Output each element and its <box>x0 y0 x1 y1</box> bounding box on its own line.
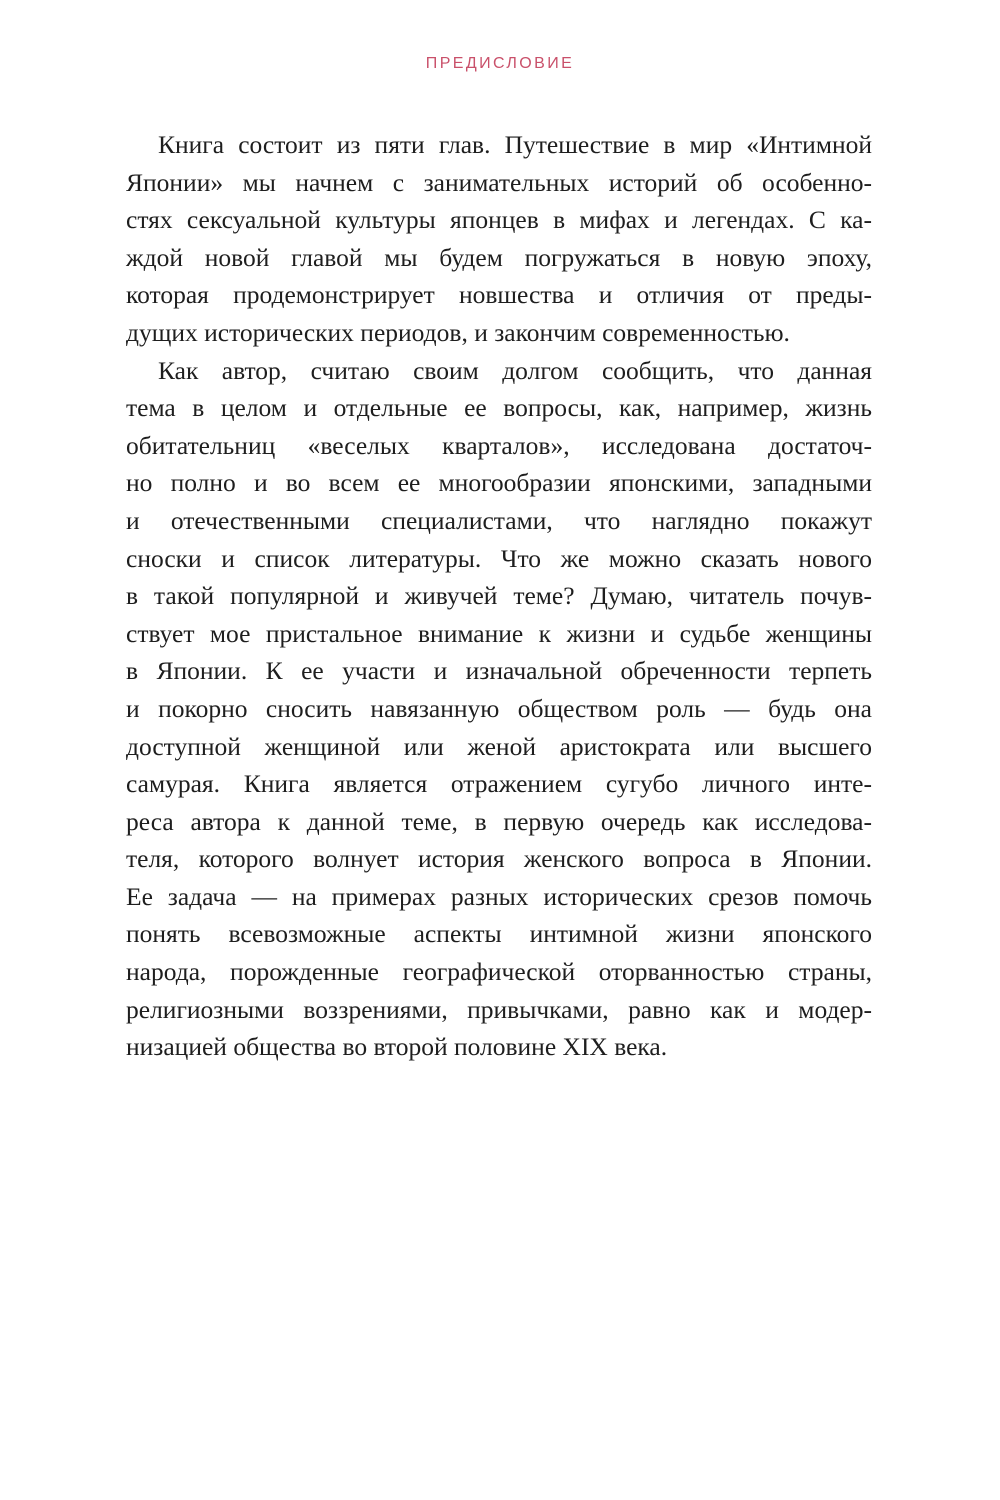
text-line: народа, порожденные географической оторванностью страны, <box>126 957 872 987</box>
text-line: понять всевозможные аспекты интимной жизни японского <box>126 919 872 949</box>
text-line: Книга состоит из пяти глав. Путешествие в мир «Интимной <box>158 130 872 159</box>
text-line: религиозными воззрениями, привычками, равно как и модер- <box>126 994 872 1024</box>
text-line: реса автора к данной теме, в первую очередь как исследова- <box>126 806 872 836</box>
text-line: ждой новой главой мы будем погружаться в новую эпоху, <box>126 242 872 272</box>
text-line: и отечественными специалистами, что наглядно покажут <box>126 505 872 535</box>
text-line: обитательниц «веселых кварталов», исследована достаточ- <box>126 430 872 460</box>
text-line: которая продемонстрирует новшества и отличия от преды- <box>126 280 872 310</box>
text-line: самурая. Книга является отражением сугубо личного инте- <box>126 769 872 799</box>
paragraph-1 <box>126 126 872 352</box>
text-line: но полно и во всем ее многообразии японскими, западными <box>126 468 872 498</box>
text-line: и покорно сносить навязанную обществом роль — будь она <box>126 693 872 723</box>
text-line: Ее задача — на примерах разных исторических срезов помочь <box>126 881 872 911</box>
text-line: в Японии. К ее участи и изначальной обреченности терпеть <box>126 656 872 686</box>
text-line: доступной женщиной или женой аристократа или высшего <box>126 731 872 761</box>
text-line: дущих исторических периодов, и закончим современностью. <box>126 317 790 347</box>
text-line: тема в целом и отдельные ее вопросы, как, например, жизнь <box>126 393 872 423</box>
text-line: Японии» мы начнем с занимательных историй об особенно- <box>126 167 872 197</box>
running-head: ПРЕДИСЛОВИЕ <box>425 55 575 72</box>
text-line: низацией общества во второй половине XIX века. <box>126 1032 668 1062</box>
text-line: теля, которого волнует история женского вопроса в Японии. <box>126 844 872 874</box>
text-line: в такой популярной и живучей теме? Думаю, читатель почув- <box>126 581 872 611</box>
text-line: Как автор, считаю своим долгом сообщить, что данная <box>158 355 872 385</box>
text-line: стях сексуальной культуры японцев в мифах и легендах. С ка- <box>126 205 872 235</box>
body-text <box>126 126 872 1066</box>
text-line: ствует мое пристальное внимание к жизни и судьбе женщины <box>126 618 872 648</box>
text-line: сноски и список литературы. Что же можно сказать нового <box>126 543 872 573</box>
paragraph-2 <box>126 352 872 1066</box>
